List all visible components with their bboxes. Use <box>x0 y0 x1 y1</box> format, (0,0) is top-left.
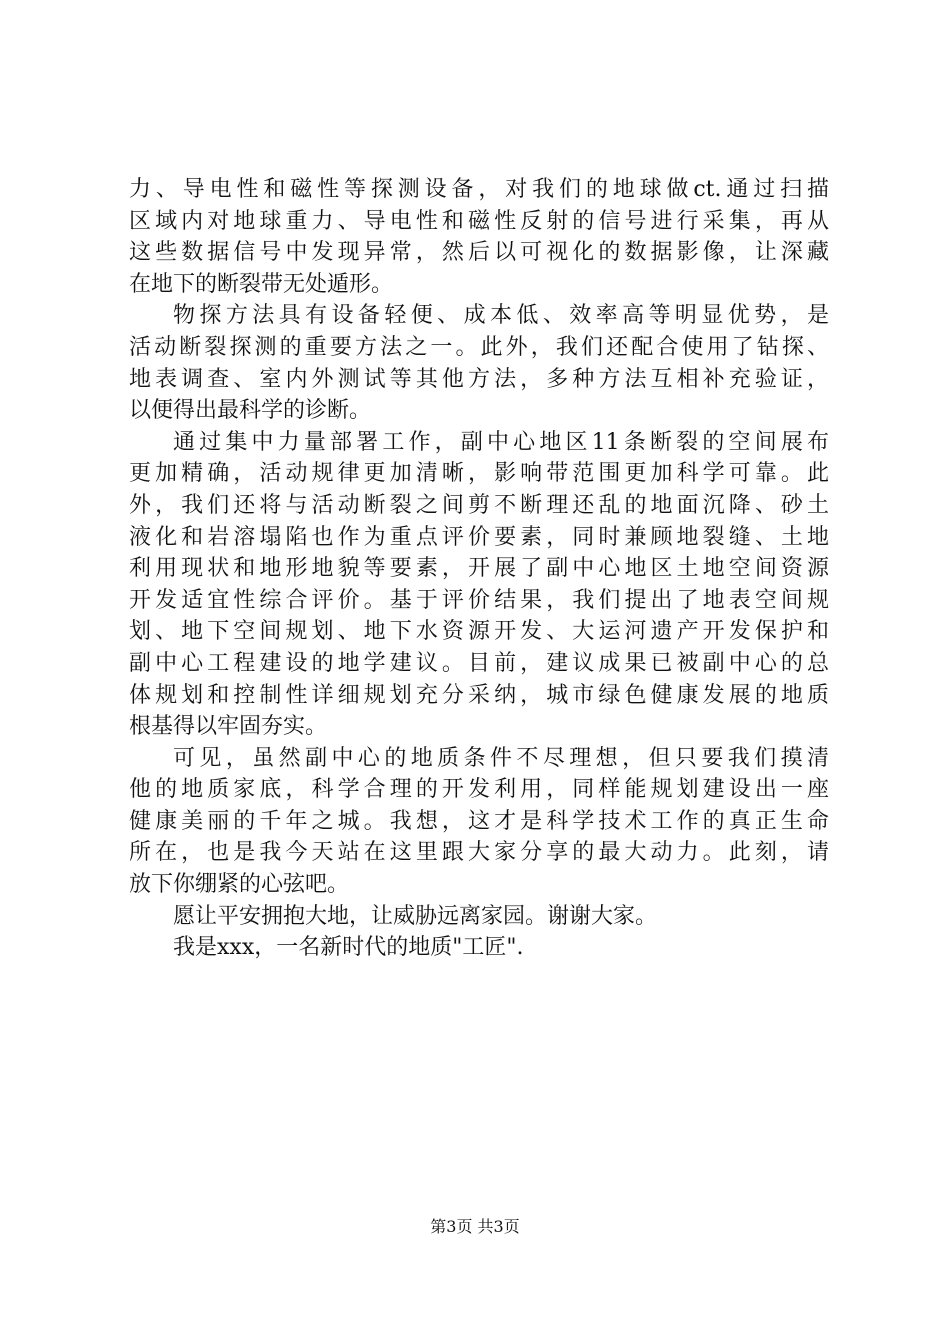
text-line: 区域内对地球重力、导电性和磁性反射的信号进行采集，再从 <box>129 208 829 234</box>
text-line: 开发适宜性综合评价。基于评价结果，我们提出了地表空间规 <box>129 587 829 613</box>
text-line: 所在，也是我今天站在这里跟大家分享的最大动力。此刻，请 <box>129 840 829 866</box>
text-line: 我是xxx，一名新时代的地质"工匠". <box>173 935 524 961</box>
text-line: 根基得以牢固夯实。 <box>129 714 328 740</box>
text-line: 愿让平安拥抱大地，让威胁远离家园。谢谢大家。 <box>173 903 658 929</box>
text-line: 体规划和控制性详细规划充分采纳，城市绿色健康发展的地质 <box>129 682 829 708</box>
text-line: 以便得出最科学的诊断。 <box>129 398 372 424</box>
text-line: 外，我们还将与活动断裂之间剪不断理还乱的地面沉降、砂土 <box>129 492 829 518</box>
text-line: 地表调查、室内外测试等其他方法，多种方法互相补充验证， <box>129 366 829 392</box>
text-line: 更加精确，活动规律更加清晰，影响带范围更加科学可靠。此 <box>129 461 829 487</box>
text-line: 可见，虽然副中心的地质条件不尽理想，但只要我们摸清 <box>173 745 829 771</box>
text-line: 放下你绷紧的心弦吧。 <box>129 872 350 898</box>
text-line: 力、导电性和磁性等探测设备，对我们的地球做ct.通过扫描 <box>129 177 829 202</box>
text-line: 健康美丽的千年之城。我想，这才是科学技术工作的真正生命 <box>129 808 829 834</box>
text-line: 这些数据信号中发现异常，然后以可视化的数据影像，让深藏 <box>129 240 829 266</box>
text-line: 他的地质家底，科学合理的开发利用，同样能规划建设出一座 <box>129 777 829 803</box>
text-line: 物探方法具有设备轻便、成本低、效率高等明显优势，是 <box>173 303 829 329</box>
text-line: 通过集中力量部署工作，副中心地区11条断裂的空间展布 <box>173 429 829 455</box>
document-body <box>129 174 829 964</box>
text-line: 在地下的断裂带无处遁形。 <box>129 271 394 297</box>
text-line: 液化和岩溶塌陷也作为重点评价要素，同时兼顾地裂缝、土地 <box>129 524 829 550</box>
page-footer: 第3页 共3页 <box>430 1217 520 1236</box>
text-line: 副中心工程建设的地学建议。目前，建议成果已被副中心的总 <box>129 650 829 676</box>
text-line: 活动断裂探测的重要方法之一。此外，我们还配合使用了钻探、 <box>129 334 829 360</box>
text-line: 利用现状和地形地貌等要素，开展了副中心地区土地空间资源 <box>129 556 829 582</box>
text-line: 划、地下空间规划、地下水资源开发、大运河遗产开发保护和 <box>129 619 829 645</box>
